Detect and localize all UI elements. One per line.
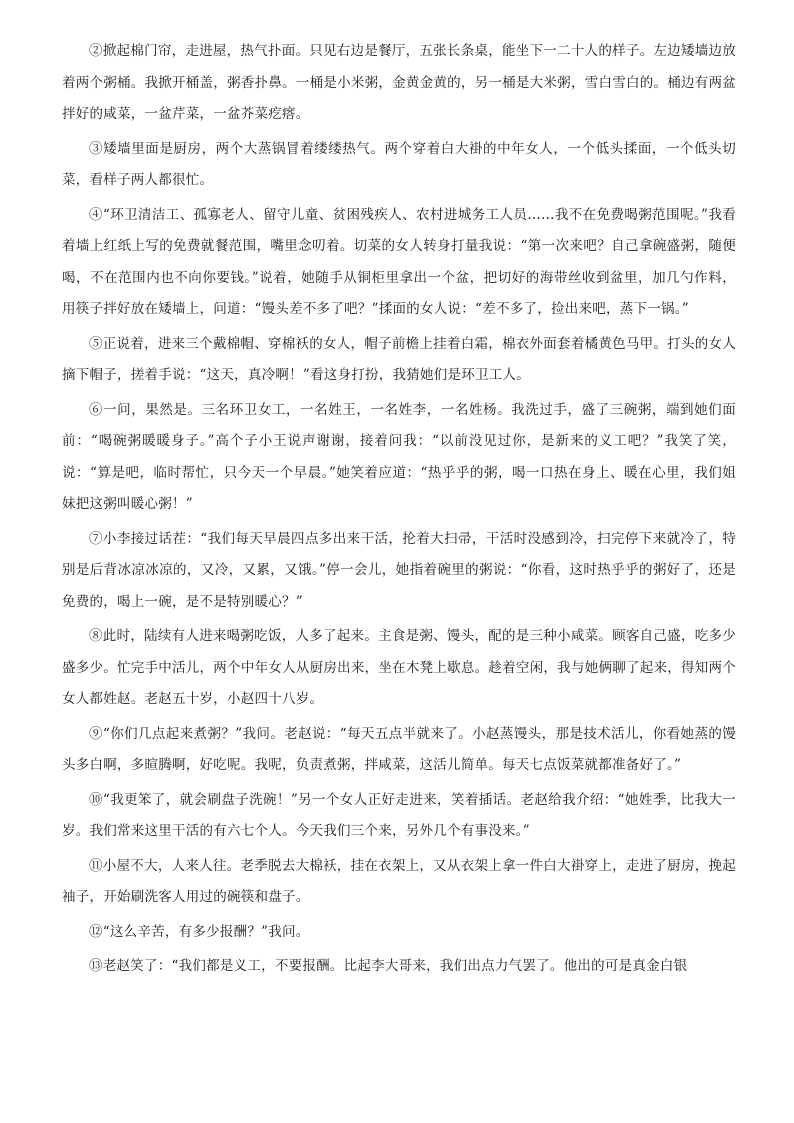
paragraph-13: ⑬老赵笑了：“我们都是义工，不要报酬。比起李大哥来，我们出点力气罢了。他出的可是真金白银 bbox=[89, 958, 688, 974]
paragraph-3: ③矮墙里面是厨房，两个大蒸锅冒着缕缕热气。两个穿着白大褂的中年女人，一个低头揉面，一个低头切菜，看样子两人都很忙。 bbox=[62, 140, 736, 188]
paragraph-9: ⑨“你们几点起来煮粥？”我问。老赵说：“每天五点半就来了。小赵蒸馒头，那是技术活儿，你看她蒸的馒头多白啊，多暄腾啊，好吃呢。我呢，负责煮粥，拌咸菜，这活儿简单。每天七点饭菜就都准备好了。” bbox=[62, 725, 736, 773]
paragraph-8: ⑧此时，陆续有人进来喝粥吃饭，人多了起来。主食是粥、馒头，配的是三种小咸菜。顾客自己盛，吃多少盛多少。忙完手中活儿，两个中年女人从厨房出来，坐在木凳上歇息。趁着空闲，我与她俩聊了起来，得知两个女人都姓赵。老赵五十岁，小赵四十八岁。 bbox=[62, 628, 736, 707]
paragraph-4: ④“环卫清洁工、孤寡老人、留守儿童、贫困残疾人、农村进城务工人员……我不在免费喝粥范围呢。”我看着墙上红纸上写的免费就餐范围，嘴里念叨着。切菜的女人转身打量我说：“第一次来吧？自己拿碗盛粥，随便喝，不在范围内也不向你要钱。”说着，她随手从铜柜里拿出一个盆，把切好的海带丝收到盆里，加几勺作料，用筷子拌好放在矮墙上，问道：“馒头差不多了吧？”揉面的女人说：“差不多了，捡出来吧，蒸下一锅。” bbox=[62, 206, 736, 317]
paragraph-2: ②掀起棉门帘，走进屋，热气扑面。只见右边是餐厅，五张长条桌，能坐下一二十人的样子。左边矮墙边放着两个粥桶。我掀开桶盖，粥香扑鼻。一桶是小米粥，金黄金黄的，另一桶是大米粥，雪白雪白的。桶边有两盆拌好的咸菜，一盆芹菜，一盆芥菜疙瘩。 bbox=[62, 43, 736, 122]
paragraph-6: ⑥一问，果然是。三名环卫女工，一名姓王，一名姓李，一名姓杨。我洗过手，盛了三碗粥，端到她们面前：“喝碗粥暖暖身子。”高个子小王说声谢谢，接着问我：“以前没见过你，是新来的义工吧？”我笑了笑，说：“算是吧，临时帮忙，只今天一个早晨。”她笑着应道：“热乎乎的粥，喝一口热在身上、暖在心里，我们姐妹把这粥叫暖心粥！” bbox=[62, 401, 736, 512]
document-page bbox=[62, 36, 736, 986]
paragraph-11: ⑪小屋不大，人来人往。老季脱去大棉袄，挂在衣架上，又从衣架上拿一件白大褂穿上，走进了厨房，挽起袖子，开始刷洗客人用过的碗筷和盘子。 bbox=[62, 857, 736, 905]
paragraph-7: ⑦小李接过话茬：“我们每天早晨四点多出来干活，抡着大扫帚，干活时没感到冷，扫完停下来就冷了，特别是后背冰凉冰凉的，又冷，又累，又饿。”停一会儿，她指着碗里的粥说：“你看，这时热乎乎的粥好了，还是免费的，喝上一碗，是不是特别暖心？” bbox=[62, 530, 736, 610]
paragraph-5: ⑤正说着，进来三个戴棉帽、穿棉袄的女人，帽子前檐上挂着白霜，棉衣外面套着橘黄色马甲。打头的女人摘下帽子，搓着手说：“这天，真冷啊！”看这身打扮，我猜她们是环卫工人。 bbox=[62, 335, 736, 383]
paragraph-10: ⑩“我更笨了，就会刷盘子洗碗！”另一个女人正好走进来，笑着插话。老赵给我介绍：“她姓季，比我大一岁。我们常来这里干活的有六七个人。今天我们三个来，另外几个有事没来。” bbox=[62, 791, 736, 839]
paragraph-12: ⑫“这么辛苦，有多少报酬？”我问。 bbox=[89, 923, 310, 940]
